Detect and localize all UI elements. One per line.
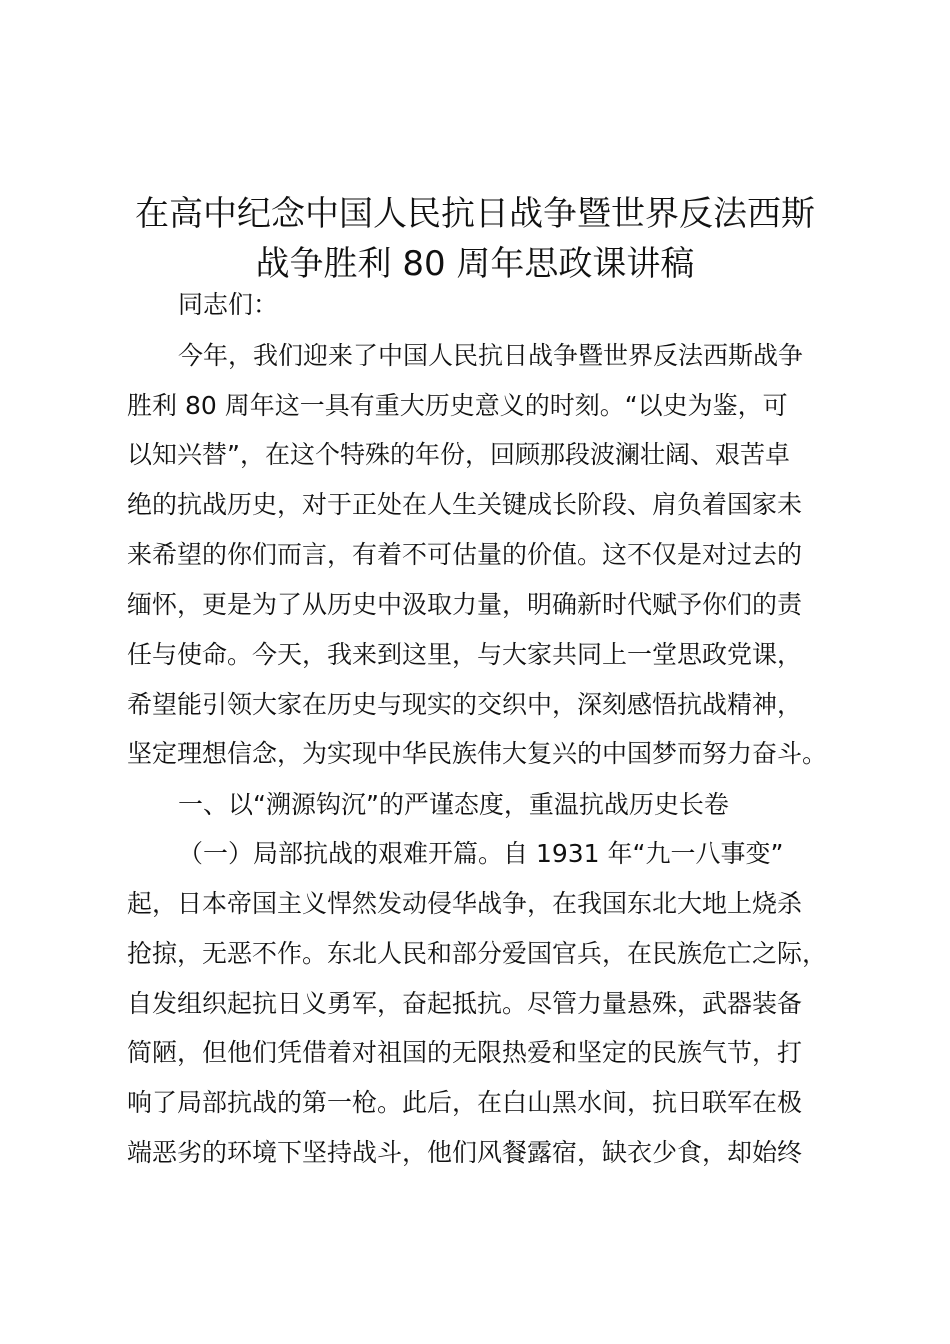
body-text-line: 任与使命。今天，我来到这里，与大家共同上一堂思政党课， xyxy=(127,640,803,669)
body-text-line: 简陋，但他们凭借着对祖国的无限热爱和坚定的民族气节，打 xyxy=(127,1038,803,1067)
body-text-line: 以知兴替”，在这个特殊的年份，回顾那段波澜壮阔、艰苦卓 xyxy=(127,440,790,469)
body-text-line: 响了局部抗战的第一枪。此后，在白山黑水间，抗日联军在极 xyxy=(127,1088,803,1117)
body-text-line: 起，日本帝国主义悍然发动侵华战争，在我国东北大地上烧杀 xyxy=(127,889,803,918)
body-text-line: 缅怀，更是为了从历史中汲取力量，明确新时代赋予你们的责 xyxy=(127,590,803,619)
body-text-line: 今年，我们迎来了中国人民抗日战争暨世界反法西斯战争 xyxy=(178,341,804,370)
subsection-heading-line: （一）局部抗战的艰难开篇。自 1931 年“九一八事变” xyxy=(178,839,784,868)
salutation: 同志们： xyxy=(178,290,279,319)
body-text-line: 胜利 80 周年这一具有重大历史意义的时刻。“以史为鉴，可 xyxy=(127,391,788,420)
body-text-line: 希望能引领大家在历史与现实的交织中，深刻感悟抗战精神， xyxy=(127,690,803,719)
body-text-line: 端恶劣的环境下坚持战斗，他们风餐露宿，缺衣少食，却始终 xyxy=(127,1138,803,1167)
document-title-line-2: 战争胜利 80 周年思政课讲稿 xyxy=(255,244,695,284)
body-text-line: 坚定理想信念，为实现中华民族伟大复兴的中国梦而努力奋斗。 xyxy=(127,739,828,768)
body-text-line: 抢掠，无恶不作。东北人民和部分爱国官兵，在民族危亡之际， xyxy=(127,939,828,968)
body-text-line: 自发组织起抗日义勇军，奋起抵抗。尽管力量悬殊，武器装备 xyxy=(127,989,803,1018)
section-heading: 一、以“溯源钩沉”的严谨态度，重温抗战历史长卷 xyxy=(178,790,729,819)
document-title-line-1: 在高中纪念中国人民抗日战争暨世界反法西斯 xyxy=(135,194,815,234)
body-text-line: 绝的抗战历史，对于正处在人生关键成长阶段、肩负着国家未 xyxy=(127,490,803,519)
body-text-line: 来希望的你们而言，有着不可估量的价值。这不仅是对过去的 xyxy=(127,540,803,569)
